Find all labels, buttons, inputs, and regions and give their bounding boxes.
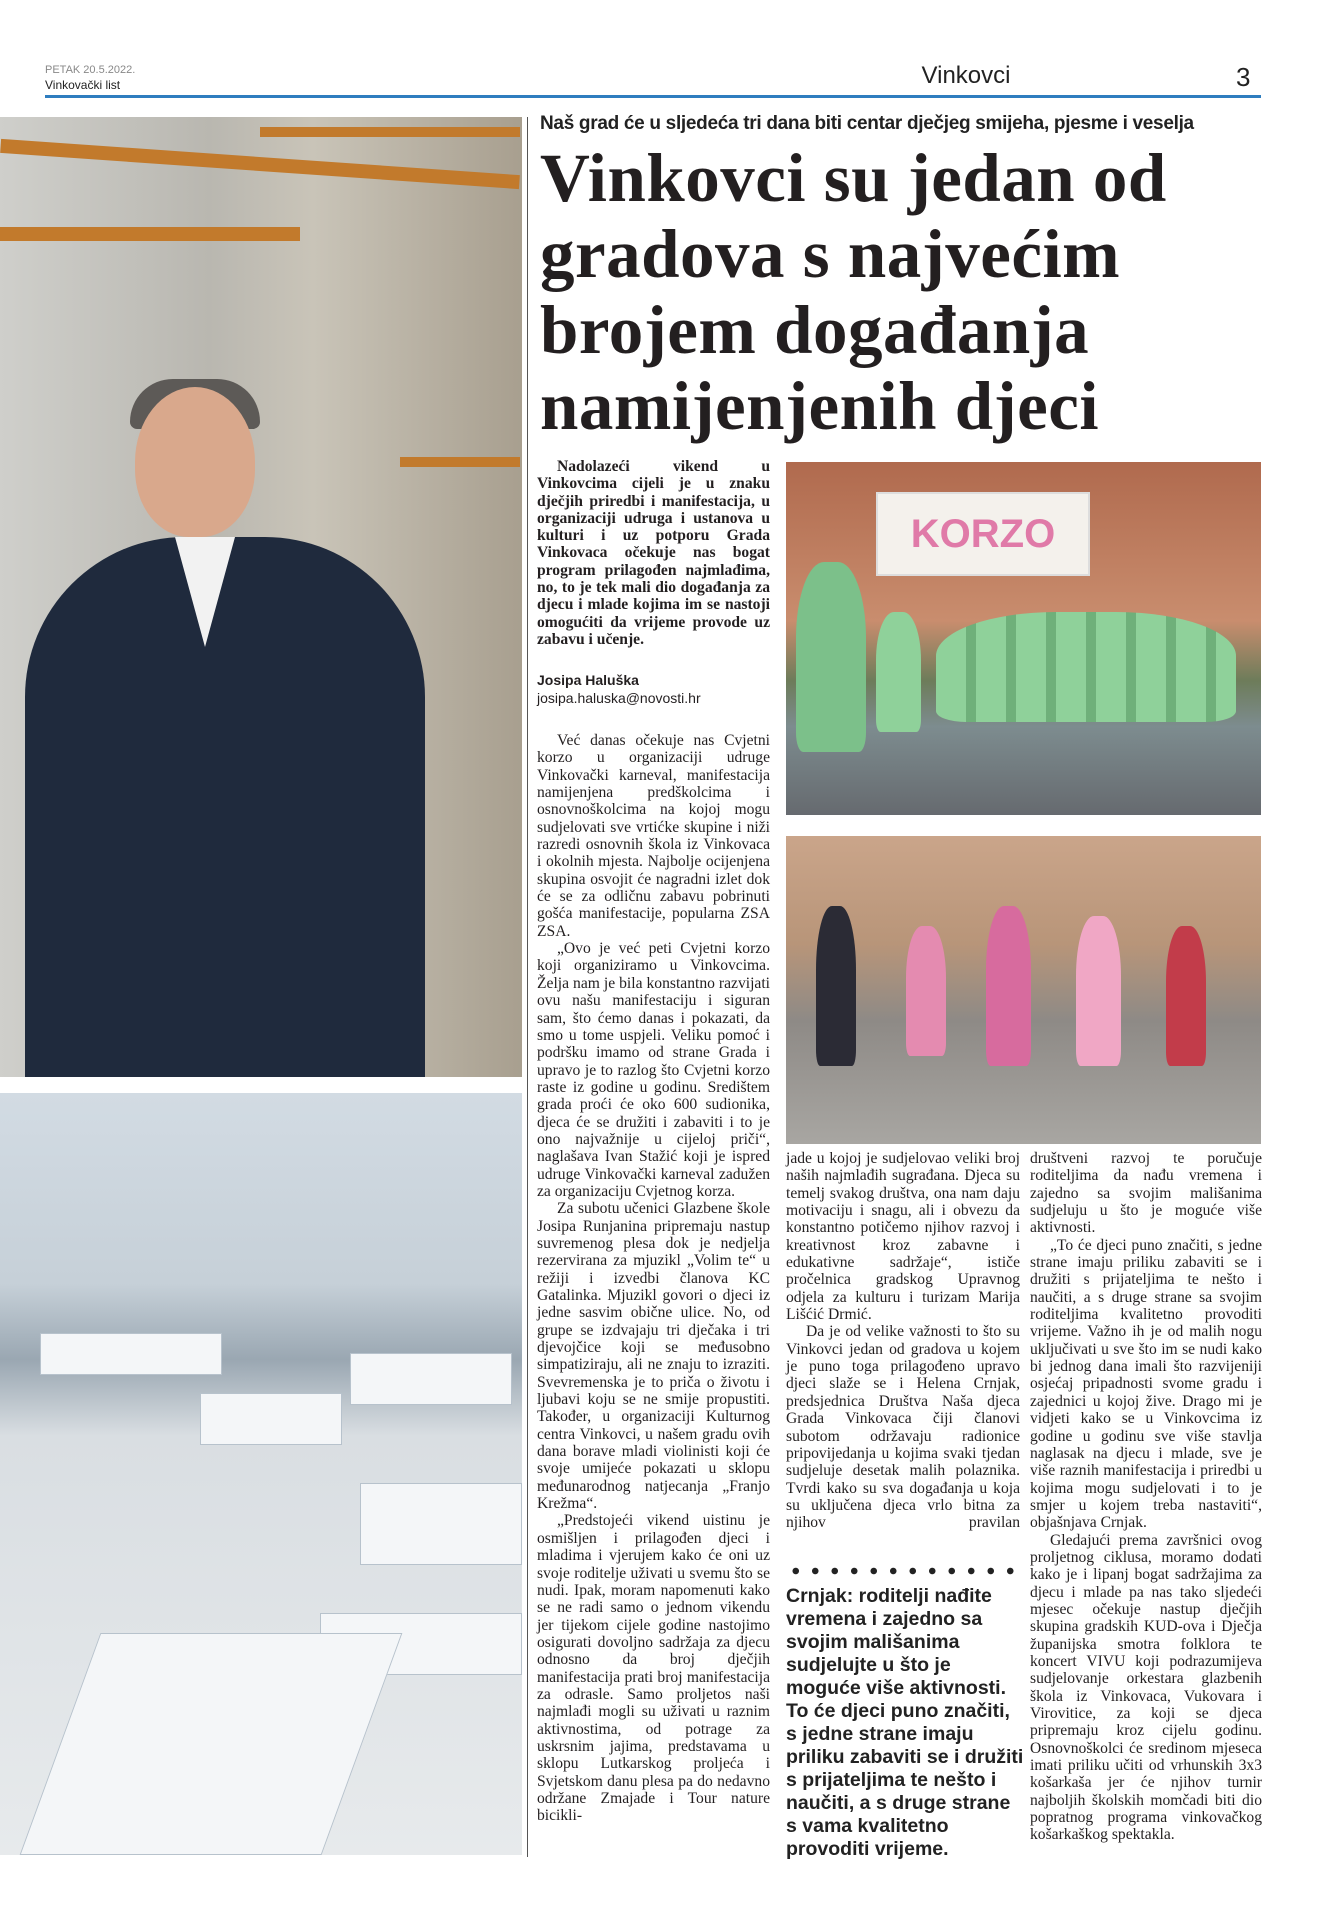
body-column-3 <box>1030 1150 1262 1844</box>
headline-line: Vinkovci su jedan od <box>540 140 1167 216</box>
paragraph: Da je od velike važnosti to što su Vinkovci jedan od gradova u kojem je puno toga prilagođeno upravo djeci slaže se i Helena Crnjak, predsjednica Društva Naša djeca Grada Vinkovaca čiji članovi subotom održavaju radionice pripovijedanja u kojima svaki tjedan sudjeluje desetak malih polaznika. Tvrdi kako su sva događanja u koja su uključena djeca vrlo bitna za njihov pravilan <box>786 1323 1020 1532</box>
headline-line: namijenjenih djeci <box>540 368 1100 444</box>
article-lede: Nadolazeći vikend u Vinkovcima cijeli je u znaku dječjih priredbi i manifestacija, u organizaciji udruga i ustanova u kulturi i uz potporu Grada Vinkovaca očekuje nas bogat program prilagođen najmlađima, no, to je tek mali dio događanja za djecu i mlade kojima im se nastoji omogućiti da vrijeme provode uz zabavu i učenje. <box>537 458 770 648</box>
paragraph: jade u kojoj je sudjelovao veliki broj naših najmlađih sugrađana. Djeca su temelj svakog društva, ona nam daju motivaciju i snagu, ali i obvezu da konstantno potičemo njihov razvoj i kreativnost kroz zabavne i edukativne sadržaje“, ističe pročelnica gradskog Upravnog odjela za kulturu i turizam Marija Lišćić Drmić. <box>786 1150 1020 1324</box>
photo-flower-korzo-children <box>786 462 1261 815</box>
body-column-1 <box>537 732 770 1825</box>
photo-children-dancing <box>786 836 1261 1144</box>
newspaper-name: Vinkovački list <box>45 78 121 92</box>
header-rule <box>45 95 1261 98</box>
issue-date: PETAK 20.5.2022. <box>45 64 136 76</box>
paragraph: Već danas očekuje nas Cvjetni korzo u organizaciji udruge Vinkovački karneval, manifestacija namijenjena predškolcima i osnovnoškolcima na kojoj mogu sudjelovati sve vrtićke skupine i niži razredi osnovnih škola iz Vinkovaca i okolnih mjesta. Najbolje ocijenjena skupina osvojit će nagradni izlet dok će se za odličnu zabavu pobrinuti gošća manifestacije, popularna ZSA ZSA. <box>537 732 770 940</box>
paragraph: „Ovo je već peti Cvjetni korzo koji organiziramo u Vinkovcima. Želja nam je bila konstantno razvijati ovu našu manifestaciju i siguran sam, što ćemo danas i pokazati, da smo u tome uspjeli. Veliku pomoć i podršku imamo od strane Grada i upravo je to razlog što Cvjetni korzo raste iz godine u godinu. Središtem grada proći će oko 600 sudionika, djeca će se družiti i zabaviti i to je ono najvažnije u cijeloj priči“, naglašava Ivan Stažić koji je ispred udruge Vinkovački karneval zadužen za organizaciju Cvjetnog korza. <box>537 940 770 1200</box>
photo-industrial-zone-render <box>0 1093 522 1855</box>
paragraph: Za subotu učenici Glazbene škole Josipa Runjanina pripremaju nastup suvremenog plesa dok je nedjelja rezervirana za mjuzikl „Volim te“ u režiji i izvedbi članova KC Gatalinka. Mjuzikl govori o djeci iz jedne sasvim obične ulice. No, od grupe se izdvajaju tri dječaka i tri djevojčice koji se međusobno simpatiziraju, ali ne znaju to izraziti. Svevremenska je to priča o životu i ljubavi koju se ne smije propustiti. Također, u organizaciji Kulturnog centra Vinkovci, u našem gradu ovih dana borave mladi violinisti koji će svoje umijeće pokazati u sklopu međunarodnog natjecanja „Franjo Krežma“. <box>537 1200 770 1513</box>
photo-politician-construction-site <box>0 117 522 1077</box>
paragraph: „Predstojeći vikend uistinu je osmišljen i prilagođen djeci i mladima i vjerujem kako će oni uz svoje roditelje uživati u svemu što se nudi. Ipak, moram napomenuti kako se ne radi samo o jednom vikendu jer tijekom cijele godine nastojimo osigurati dovoljno sadržaja za djecu odnosno da broj dječjih manifestacija prati broj manifestacija za odrasle. Samo proljetos naši najmlađi mogli su uživati u raznim aktivnostima, od potrage za uskrsnim jajima, predstavama u sklopu Lutkarskog proljeća i Svjetskom danu plesa pa do nedavno održane Zmajade i Tour nature bicikli- <box>537 1512 770 1825</box>
column-divider <box>527 117 528 1857</box>
paragraph: „To će djeci puno značiti, s jedne strane imaju priliku zabaviti se i družiti s prijateljima te nešto i naučiti, a s druge strane sa svojim roditeljima kvalitetno provoditi vrijeme. Važno ih je od malih nogu uključivati u sve što im se nudi kako bi jednog dana imali što razvijeniji osjećaj pripadnosti svome gradu i zajednici u kojoj žive. Drago mi je vidjeti kako se u Vinkovcima iz godine u godinu sve više stavlja naglasak na djecu i mlade, sve je više raznih manifestacija i priredbi u kojima mogu sudjelovati i to je smjer u kojem treba nastaviti“, objašnjava Crnjak. <box>1030 1236 1262 1532</box>
body-column-2 <box>786 1150 1020 1532</box>
article-headline <box>540 140 1270 444</box>
pull-quote-dotted-rule <box>786 1566 1020 1576</box>
pull-quote: Crnjak: roditelji nađite vremena i zajedno sa svojim mališanima sudjelujte u što je moguće više aktivnosti. To će djeci puno značiti, s jedne strane imaju priliku zabaviti se i družiti s prijateljima te nešto i naučiti, a s druge strane s vama kvalitetno provoditi vrijeme. <box>786 1585 1024 1860</box>
article-kicker: Naš grad će u sljedeća tri dana biti centar dječjeg smijeha, pjesme i veselja <box>540 113 1194 134</box>
author-name: Josipa Haluška <box>537 672 639 688</box>
headline-line: brojem događanja <box>540 292 1090 368</box>
paragraph: društveni razvoj te poručuje roditeljima da nađu vremena i zajedno sa svojim mališanima sudjeluju u što je moguće više aktivnosti. <box>1030 1150 1262 1237</box>
paragraph: Gledajući prema završnici ovog proljetnog ciklusa, moramo dodati kako je i lipanj bogat sadržajima za djecu i mlade pa nas tako sljedeći mjesec očekuje nastup dječjih skupina gradskih KUD-ova i Dječja županijska smotra folklora te koncert VIVU koji podrazumijeva sudjelovanje orkestara glazbenih škola iz Vinkovaca, Vukovara i Virovitice, za koji se djeca pripremaju kroz cijelu godinu. Osnovnoškolci će sredinom mjeseca imati priliku učiti od vrhunskih 3x3 košarkaša jer će njihov turnir najboljih školskih momčadi biti dio popratnog programa vinkovačkog košarkaškog spektakla. <box>1030 1531 1262 1844</box>
author-email[interactable]: josipa.haluska@novosti.hr <box>537 690 701 706</box>
korzo-banner: KORZO <box>876 492 1090 576</box>
page-number: 3 <box>1236 62 1251 92</box>
headline-line: gradova s najvećim <box>540 216 1121 292</box>
section-title: Vinkovci <box>921 62 1011 89</box>
